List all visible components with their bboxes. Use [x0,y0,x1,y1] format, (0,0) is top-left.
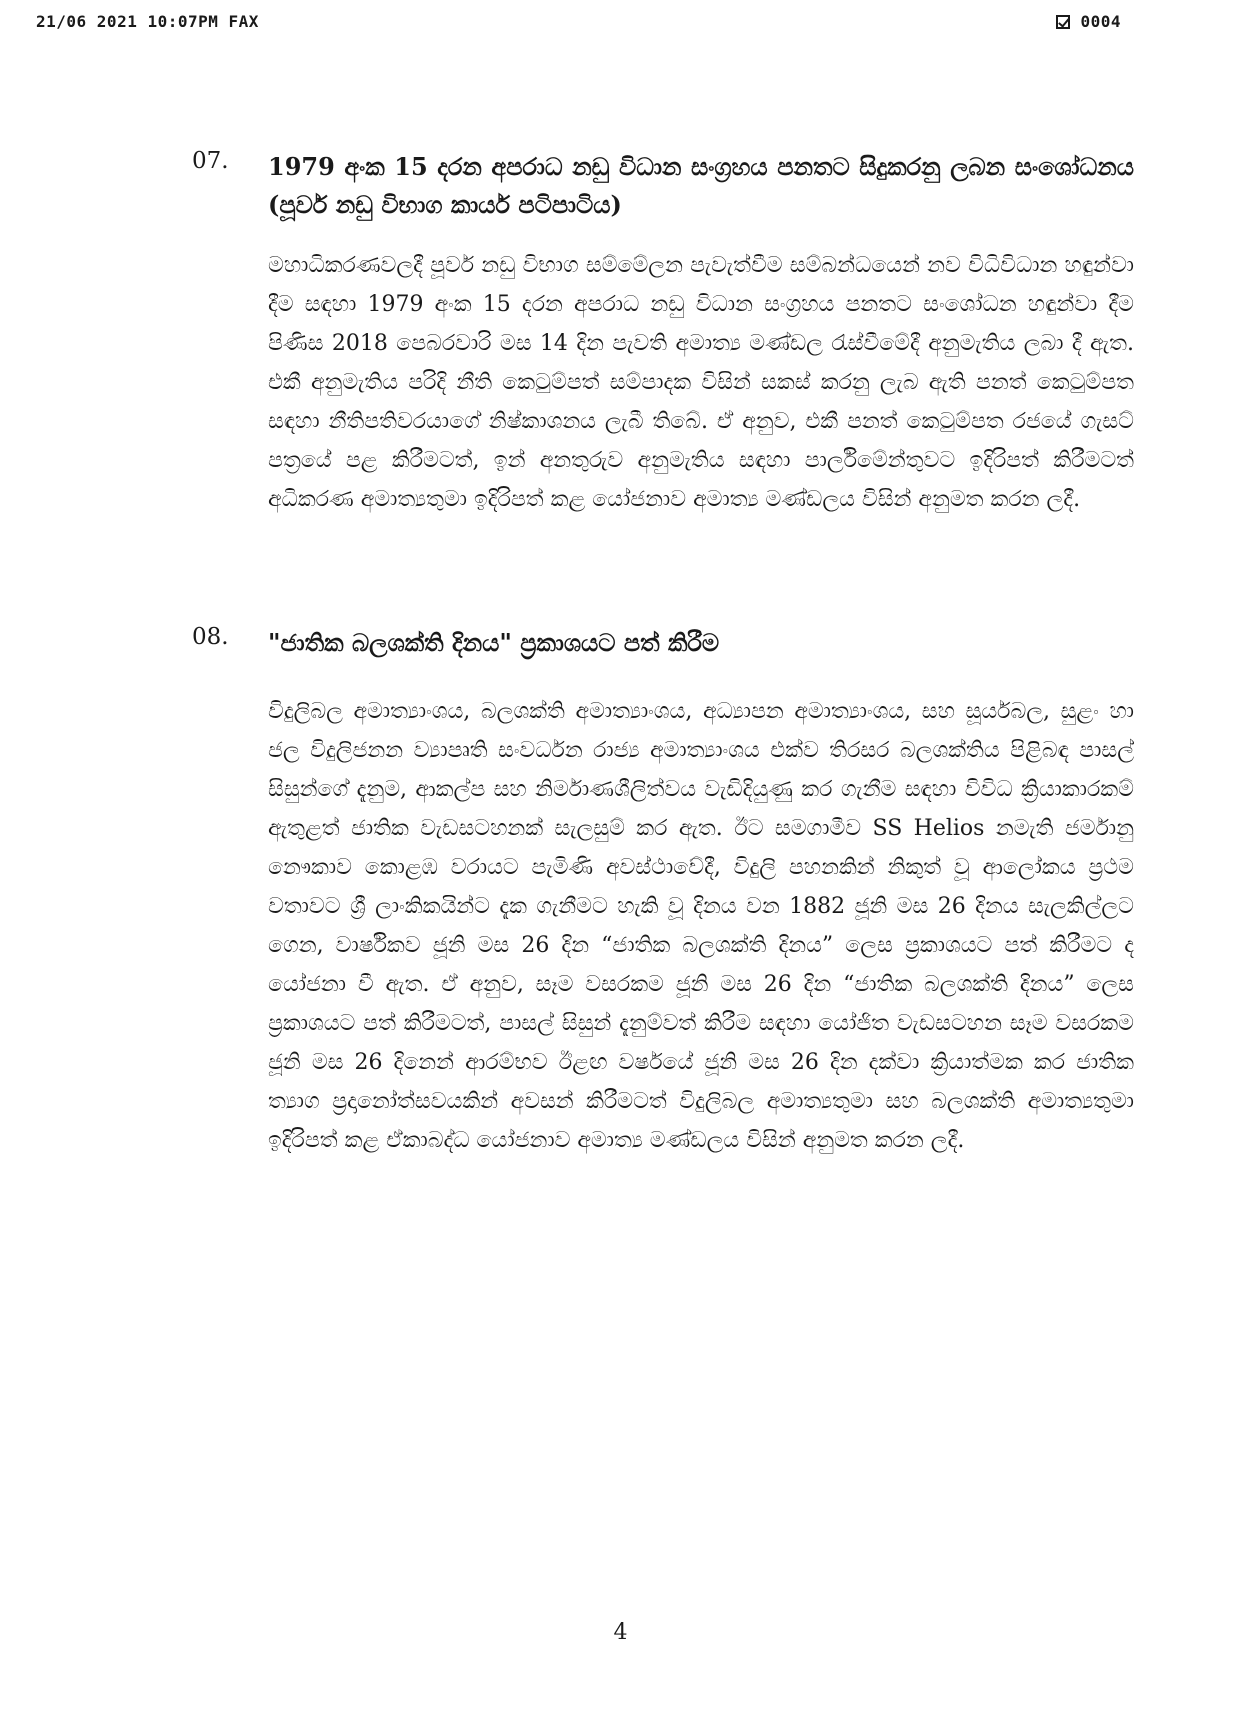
section-body: මහාධිකරණවලදී පූර්ව නඩු විභාග සම්මේලන පැවැත්වීම සම්බන්ධයෙන් නව විධිවිධාන හඳුන්වා දීම සඳහා 1979 අංක 15 දරන අපරාධ නඩු විධාන සංග්‍රහය පනතට සංශෝධන හඳුන්වා දීම පිණිස 2018 පෙබරවාරි මස 14 දින පැවති අමාත්‍ය මණ්ඩල රැස්වීමේදී අනුමැතිය ලබා දී ඇත. එකී අනුමැතිය පරිදි නීති කෙටුම්පත් සම්පාදක විසින් සකස් කරනු ලැබ ඇති පනත් කෙටුම්පත සඳහා නීතිපතිවරයාගේ නිෂ්කාශනය ලැබී තිබේ. ඒ අනුව, එකී පනත් කෙටුම්පත රජයේ ගැසට් පත්‍රයේ පළ කිරීමටත්, ඉන් අනතුරුව අනුමැතිය සඳහා පාර්ලිමේන්තුවට ඉදිරිපත් කිරීමටත් අධිකරණ අමාත්‍යතුමා ඉදිරිපත් කළ යෝජනාව අමාත්‍ය මණ්ඩලය විසින් අනුමත කරන ලදී. [268,253,1134,512]
fax-page-code-group [1056,12,1121,31]
section-title: "ජාතික බලශක්ති දිනය" ප්‍රකාශයට පත් කිරීම [268,628,720,657]
fax-header [36,12,1121,38]
section-body: විදුලිබල අමාත්‍යාංශය, බලශක්ති අමාත්‍යාංශය, අධ්‍යාපන අමාත්‍යාංශය, සහ සූර්යබල, සුළං හා ජල විදුලිජනන ව්‍යාපෘති සංවර්ධන රාජ්‍ය අමාත්‍යාංශය එක්ව තිරසර බලශක්තිය පිළිබඳ පාසල් සිසුන්ගේ දැනුම, ආකල්ප සහ නිර්මාණශීලිත්වය වැඩිදියුණු කර ගැනීම සඳහා විවිධ ක්‍රියාකාරකම් ඇතුළත් ජාතික වැඩසටහනක් සැලසුම් කර ඇත. ඊට සමගාමීව SS Helios නමැති ජර්මානු නෞකාව කොළඹ වරායට පැමිණි අවස්ථාවේදී, විදුලි පහනකින් නිකුත් වූ ආලෝකය ප්‍රථම වතාවට ශ්‍රී ලාංකිකයින්ට දැක ගැනීමට හැකි වූ දිනය වන 1882 ජූනි මස 26 දිනය සැලකිල්ලට ගෙන, වාර්ෂිකව ජූනි මස 26 දින “ජාතික බලශක්ති දිනය” ලෙස ප්‍රකාශයට පත් කිරීමට ද යෝජනා වී ඇත. ඒ අනුව, සෑම වසරකම ජූනි මස 26 දින “ජාතික බලශක්ති දිනය” ලෙස ප්‍රකාශයට පත් කිරීමටත්, පාසල් සිසුන් දැනුම්වත් කිරීම සඳහා යෝජිත වැඩසටහන සෑම වසරකම ජූනි මස 26 දිනෙන් ආරම්භව ඊළඟ වර්ෂයේ ජූනි මස 26 දින දක්වා ක්‍රියාත්මක කර ජාතික ත්‍යාග ප්‍රදානෝත්සවයකින් අවසන් කිරීමටත් විදුලිබල අමාත්‍යතුමා සහ බලශක්ති අමාත්‍යතුමා ඉදිරිපත් කළ ඒකාබද්ධ යෝජනාව අමාත්‍ය මණ්ඩලය විසින් අනුමත කරන ලදී. [268,699,1134,1153]
section-number: 08. [192,624,229,650]
fax-page-code: 0004 [1080,12,1121,31]
checkbox-checked-icon [1056,15,1070,29]
page-number: 4 [613,1620,628,1645]
section-number: 07. [192,148,229,174]
section-title: 1979 අංක 15 දරන අපරාධ නඩු විධාන සංග්‍රහය පනතට සිදුකරනු ලබන සංශෝධනය (පූර්ව නඩු විභාග කාර්ය පටිපාටිය) [268,152,1134,219]
fax-timestamp: 21/06 2021 10:07PM FAX [36,12,259,31]
